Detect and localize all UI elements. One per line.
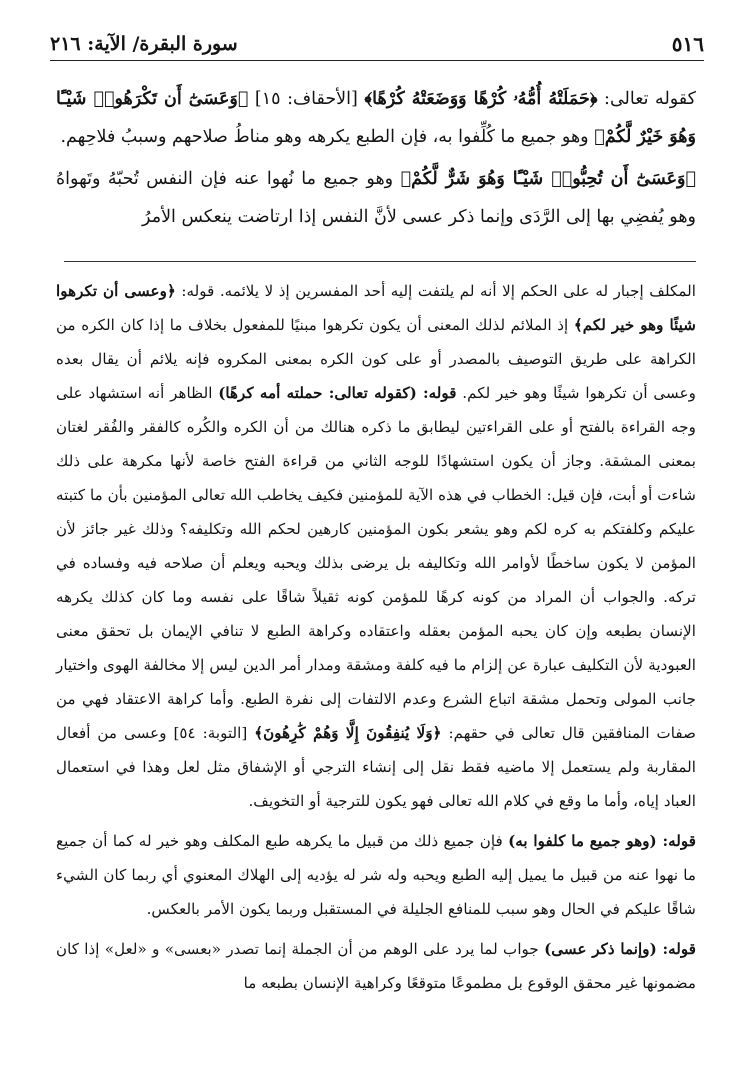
quran-verse: ﴿وَعَسَىٰٓ أَن تُحِبُّوا۟ شَيْـًٔا وَهُوَ شَرٌّ لَّكُمْ﴾ bbox=[400, 169, 696, 189]
text-run: فإن جميع ذلك من قبيل ما يكرهه طبع المكلف وهو خير له كما أن جميع ما نهوا عنه من قبيل ما يميل إليه الطبع ويحبه وله شر له يؤديه إلى الهلاك المعنوي أي ربما كان الشيء شاقًا عليكم في الحال وهو سبب للمنافع الجليلة في المستقبل وربما يكون الأمر بالعكس. bbox=[56, 832, 696, 918]
commentary bbox=[56, 274, 696, 1000]
footnote-divider bbox=[64, 261, 696, 262]
text-run: [الأحقاف: ١٥] bbox=[248, 89, 365, 109]
text-run: إذ الملائم لذلك المعنى أن يكون تكرهوا مبنيًا للمفعول بخلاف ما إذا كان الكره من الكراهة على طريق التوصيف بالمصدر أو على كون الكره بمعنى المكروه فإنه يلائم أن يقال بعده وعسى أن تكرهوا شيئًا وهو خير لكم. bbox=[56, 316, 696, 402]
commentary-lemma: قوله: (كقوله تعالى: حملته أمه كرهًا) bbox=[218, 384, 457, 402]
commentary-paragraph bbox=[56, 932, 696, 1000]
text-run: وهو جميع ما كُلِّفوا به، فإن الطبع يكرهه وهو مناطُ صلاحهم وسببُ فلاحِهم. bbox=[60, 127, 595, 147]
quran-verse: ﴿وَلَا يُنفِقُونَ إِلَّا وَهُمْ كَٰرِهُونَ﴾ bbox=[254, 724, 442, 742]
page-header bbox=[50, 32, 704, 61]
quran-verse: ﴿وَعَسَىٰٓ أَن تَكْرَهُوا۟ شَيْـًٔا وَهُوَ خَيْرٌ لَّكُمْ﴾ bbox=[56, 89, 696, 147]
text-run: جواب لما يرد على الوهم من أن الجملة إنما تصدر «بعسى» و «لعل» إذا كان مضمونها غير محقق الوقوع بل مطموعًا متوقعًا وكراهية الإنسان بطبعه ما bbox=[56, 940, 696, 992]
text-run: كقوله تعالى: bbox=[597, 89, 696, 109]
main-text bbox=[56, 80, 696, 240]
text-run: [التوبة: ٥٤] وعسى من أفعال المقاربة ولم يستعمل إلا ماضيه فقط نقل إلى إنشاء الترجي أو الإشفاق مثل لعل وهذا في استعمال العباد إياه، وأما ما وقع في كلام الله تعالى فهو يكون للترجية أو التخويف. bbox=[56, 724, 696, 810]
text-run: المكلف إجبار له على الحكم إلا أنه لم يلتفت إليه أحد المفسرين إذ لا يلائمه. قوله: bbox=[175, 282, 696, 300]
main-paragraph bbox=[56, 160, 696, 236]
commentary-paragraph bbox=[56, 824, 696, 926]
main-paragraph bbox=[56, 80, 696, 156]
text-run: وهو جميع ما نُهوا عنه فإن النفس تُحبّهُ وتَهواهُ وهو يُفضِي بها إلى الرَّدَى وإنما ذكر عسى لأنَّ النفس إذا ارتاضت ينعكس الأمرُ bbox=[56, 169, 696, 227]
commentary-lemma: قوله: (وهو جميع ما كلفوا به) bbox=[508, 832, 696, 850]
commentary-lemma: قوله: (وإنما ذكر عسى) bbox=[544, 940, 696, 958]
text-run: الظاهر أنه استشهاد على وجه القراءة بالفتح أو على القراءتين ليطابق ما ذكره هنالك من أن الكره والكُره كالفقر والفُقر لغتان بمعنى المشقة. وجاز أن يكون استشهادًا للوجه الثاني من قراءة الفتح خاصة لأنها مكرهة على ذلك شاءت أو أبت، فإن قيل: الخطاب في هذه الآية للمؤمنين فكيف يخاطب الله تعالى المؤمنين بأن ما كتبته عليكم وكلفتكم به كره لكم وهو يشعر بكون المؤمنين كارهين لحكم الله وتكليفه؟ وذلك غير جائز لأن المؤمن لا يكون ساخطًا لأوامر الله وتكاليفه بل يرضى بذلك ويحبه ويعلم أن صلاحه فيه وفساده في تركه. والجواب أن المراد من كونه كرهًا للمؤمن كونه ثقيلاً شاقًا على نفسه وما كان كذلك يكرهه الإنسان بطبعه وإن كان يحبه المؤمن بعقله واعتقاده وكراهة الطبع لا تنافي الإيمان بل تحقق معنى العبودية لأن التكليف عبارة عن إلزام ما فيه كلفة ومشقة ومدار أمر الدين ليس إلا مخالفة الهوى واختيار جانب المولى وتحمل مشقة اتباع الشرع وعدم الالتفات إلى نفرة الطبع. وأما كراهة الاعتقاد فهي من صفات المنافقين قال تعالى في حقهم: bbox=[56, 384, 697, 742]
page-number: ٥١٦ bbox=[671, 32, 704, 56]
quran-verse: ﴿وعسى أن تكرهوا شيئًا وهو خير لكم﴾ bbox=[56, 282, 696, 334]
quran-verse: ﴿حَمَلَتْهُ أُمُّهُۥ كُرْهًا وَوَضَعَتْهُ كُرْهًا﴾ bbox=[364, 89, 598, 109]
commentary-paragraph bbox=[56, 274, 696, 818]
running-title: سورة البقرة/ الآية: ٢١٦ bbox=[50, 33, 238, 55]
